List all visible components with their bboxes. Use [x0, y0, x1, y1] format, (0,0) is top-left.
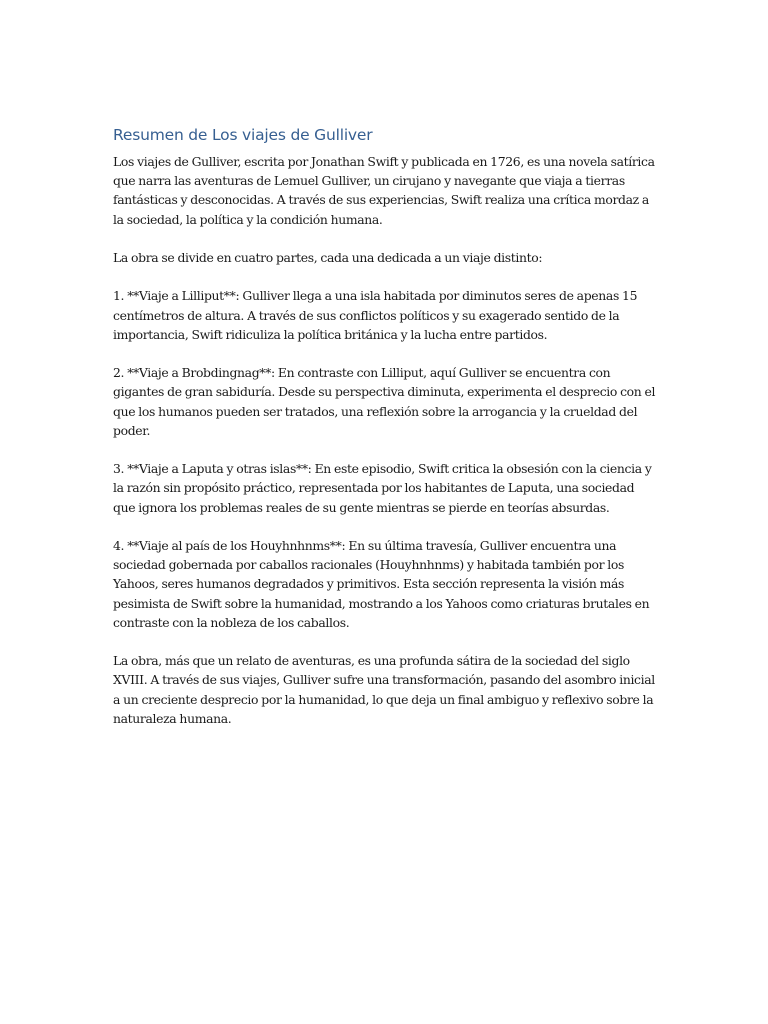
document-title: Resumen de Los viajes de Gulliver: [113, 126, 373, 144]
laputa-paragraph: 3. **Viaje a Laputa y otras islas**: En este episodio, Swift critica la obsesión con la ciencia y la razón sin propósito práctico, representada por los habitantes de Laputa, una sociedad que ignora los problemas reales de su gente mientras se pierde en teorías absurdas.: [113, 461, 652, 515]
lilliput-paragraph: 1. **Viaje a Lilliput**: Gulliver llega a una isla habitada por diminutos seres de apenas 15 centímetros de altura. A través de sus conflictos políticos y su exagerado sentido de la importancia, Swift ridiculiza la política británica y la lucha entre partidos.: [113, 288, 638, 342]
brobdingnag-paragraph: 2. **Viaje a Brobdingnag**: En contraste con Lilliput, aquí Gulliver se encuentra con gigantes de gran sabiduría. Desde su perspectiva diminuta, experimenta el desprecio con el que los humanos pueden ser tratados, una reflexión sobre la arrogancia y la crueldad del poder.: [113, 365, 656, 438]
conclusion-paragraph: La obra, más que un relato de aventuras, es una profunda sátira de la sociedad del siglo XVIII. A través de sus viajes, Gulliver sufre una transformación, pasando del asombro inicial a un creciente desprecio por la humanidad, lo que deja un final ambiguo y reflexivo sobre la naturaleza humana.: [113, 653, 655, 726]
document-body: [113, 124, 658, 747]
structure-paragraph: La obra se divide en cuatro partes, cada una dedicada a un viaje distinto:: [113, 250, 543, 265]
houyhnhnms-paragraph: 4. **Viaje al país de los Houyhnhnms**: En su última travesía, Gulliver encuentra una sociedad gobernada por caballos racionales (Houyhnhnms) y habitada también por los Yahoos, seres humanos degradados y primitivos. Esta sección representa la visión más pesimista de Swift sobre la humanidad, mostrando a los Yahoos como criaturas brutales en contraste con la nobleza de los caballos.: [113, 537, 650, 630]
intro-paragraph: Los viajes de Gulliver, escrita por Jonathan Swift y publicada en 1726, es una novela satírica que narra las aventuras de Lemuel Gulliver, un cirujano y navegante que viaja a tierras fantásticas y desconocidas. A través de sus experiencias, Swift realiza una crítica mordaz a la sociedad, la política y la condición humana.: [113, 154, 655, 227]
